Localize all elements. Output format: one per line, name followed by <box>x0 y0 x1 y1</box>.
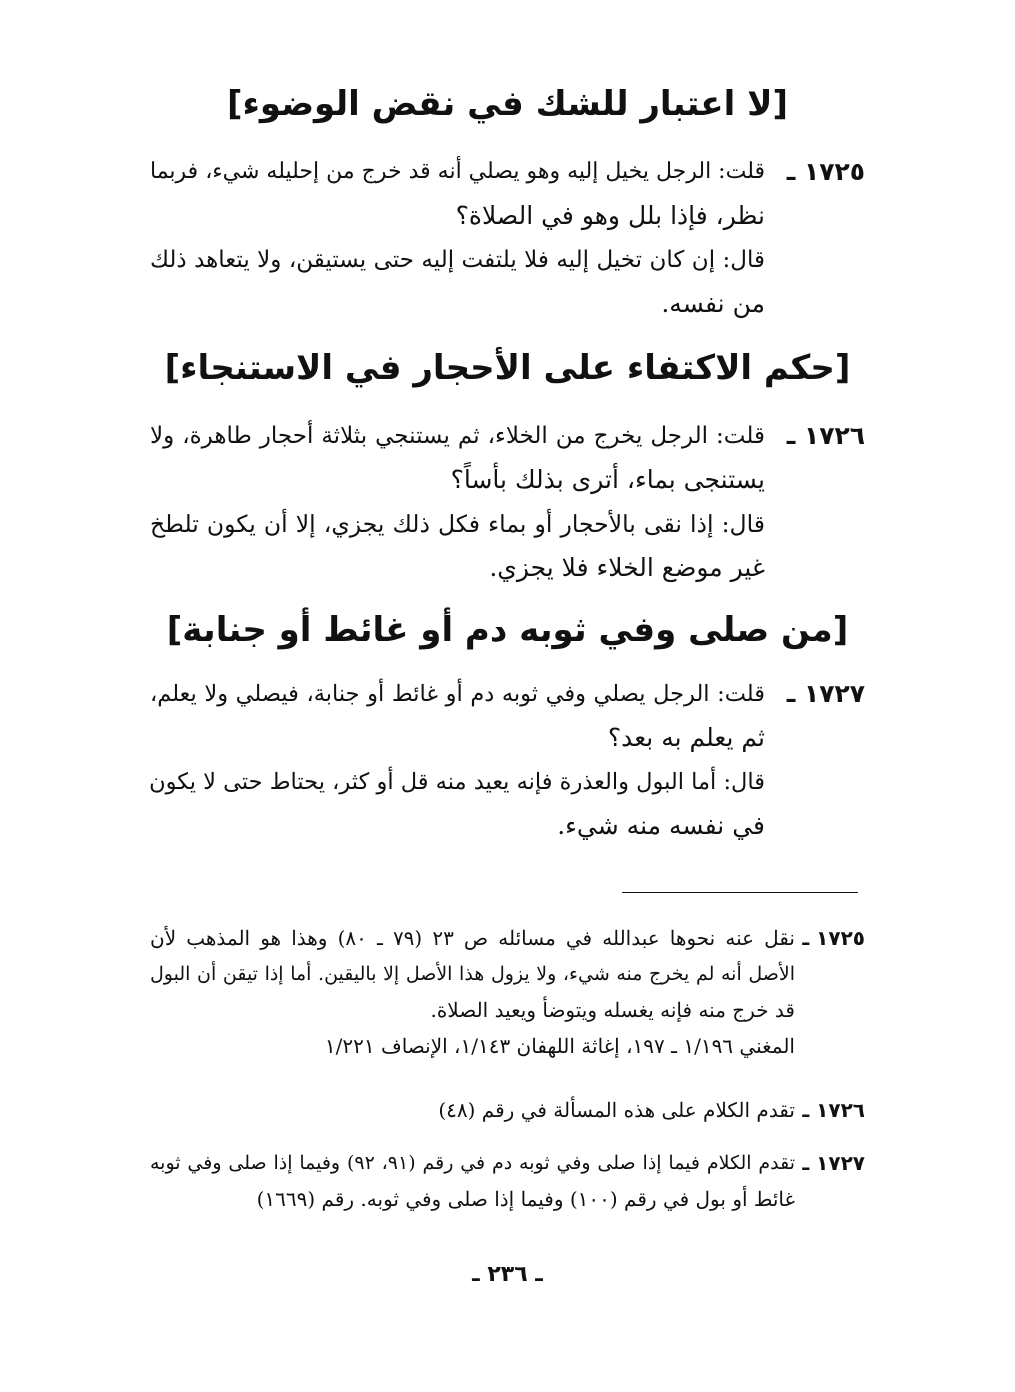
footnote-1727 <box>150 1145 865 1217</box>
text-line: تقدم الكلام على هذه المسألة في رقم (٤٨) <box>438 1098 795 1122</box>
footnote-1726 <box>150 1092 865 1128</box>
entry-number: ١٧٢٦ ـ <box>786 421 865 450</box>
text-line: قلت: الرجل يخيل إليه وهو يصلي أنه قد خرج من إحليله شيء، فربما <box>150 159 765 184</box>
text-line: تقدم الكلام فيما إذا صلى وفي ثوبه دم في رقم (٩١، ٩٢) وفيما إذا صلى وفي ثوبه <box>150 1152 795 1174</box>
section-heading: [من صلى وفي ثوبه دم أو غائط أو جنابة] <box>166 610 849 650</box>
text-line: قلت: الرجل يصلي وفي ثوبه دم أو غائط أو جنابة، فيصلي ولا يعلم، <box>150 681 765 707</box>
section-heading: [حكم الاكتفاء على الأحجار في الاستنجاء] <box>164 348 851 388</box>
text-line: قال: أما البول والعذرة فإنه يعيد منه قل أو كثر، يحتاط حتى لا يكون <box>149 769 765 795</box>
entry-number: ١٧٢٧ ـ <box>786 679 865 708</box>
entry-text <box>150 150 765 326</box>
footnote-number: ١٧٢٦ ـ <box>802 1098 865 1122</box>
text-line: قال: إن كان تخيل إليه فلا يلتفت إليه حتى يستيقن، ولا يتعاهد ذلك <box>150 247 765 273</box>
text-line: في نفسه منه شيء. <box>557 811 765 840</box>
footnote-divider <box>622 892 858 893</box>
text-line: غير موضع الخلاء فلا يجزي. <box>489 553 765 582</box>
text-line: قال: إذا نقى بالأحجار أو بماء فكل ذلك يجزي، إلا أن يكون تلطخ <box>150 510 765 538</box>
entry-number: ١٧٢٥ ـ <box>786 157 865 186</box>
text-line: غائط أو بول في رقم (١٠٠) وفيما إذا صلى وفي ثوبه. رقم (١٦٦٩) <box>256 1187 795 1211</box>
entry-text <box>150 672 765 848</box>
entry-1725 <box>150 150 865 326</box>
text-line: المغني ١/١٩٦ ـ ١٩٧، إغاثة اللهفان ١/١٤٣، الإنصاف ١/٢٢١ <box>324 1034 795 1058</box>
text-line: يستنجى بماء، أترى بذلك بأساً؟ <box>450 465 765 494</box>
text-line: قد خرج منه فإنه يغسله ويتوضأ ويعيد الصلاة. <box>430 998 795 1022</box>
entry-1726 <box>150 414 865 590</box>
footnote-text <box>150 920 795 1064</box>
text-line: قلت: الرجل يخرج من الخلاء، ثم يستنجي بثلاثة أحجار طاهرة، ولا <box>150 423 765 449</box>
footnote-number: ١٧٢٥ ـ <box>802 926 865 950</box>
footnote-1725 <box>150 920 865 1064</box>
section-heading: [لا اعتبار للشك في نقض الوضوء] <box>226 84 789 124</box>
footnote-text <box>150 1145 795 1217</box>
footnote-number: ١٧٢٧ ـ <box>802 1151 865 1175</box>
text-line: نقل عنه نحوها عبدالله في مسائله ص ٢٣ (٧٩ ـ ٨٠) وهذا هو المذهب لأن <box>150 926 795 950</box>
footnote-text <box>150 1092 795 1128</box>
text-line: ثم يعلم به بعد؟ <box>607 723 765 752</box>
text-line: نظر، فإذا بلل وهو في الصلاة؟ <box>455 201 765 230</box>
entry-1727 <box>150 672 865 848</box>
page-number: ـ ٢٣٦ ـ <box>472 1262 543 1287</box>
text-line: من نفسه. <box>661 289 765 318</box>
text-line: الأصل أنه لم يخرج منه شيء، ولا يزول هذا الأصل إلا باليقين. أما إذا تيقن أن البول <box>150 963 795 985</box>
entry-text <box>150 414 765 590</box>
